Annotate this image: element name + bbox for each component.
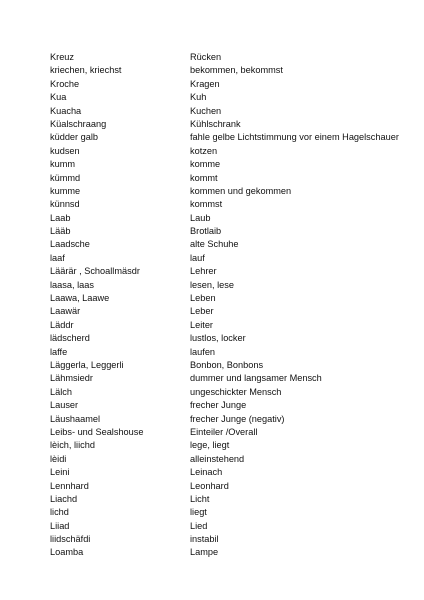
standard-translation: alleinstehend — [190, 453, 245, 464]
dialect-term: Loamba — [50, 547, 84, 558]
dialect-term: Kua — [50, 92, 67, 103]
dialect-term: Lennhard — [50, 480, 89, 491]
dialect-term: künnsd — [50, 199, 80, 210]
standard-translation: Rücken — [190, 52, 222, 62]
standard-translation: instabil — [190, 534, 219, 545]
standard-translation: laufen — [190, 346, 216, 357]
standard-translation: dummer und langsamer Mensch — [190, 373, 322, 384]
standard-translation: liegt — [190, 507, 207, 518]
dialect-term: lädscherd — [50, 333, 90, 344]
dialect-term: kümmd — [50, 172, 81, 183]
glossary-row — [50, 105, 410, 118]
glossary-row — [50, 118, 410, 131]
standard-translation: Lied — [190, 520, 208, 531]
glossary-row — [50, 158, 410, 171]
dialect-term: kudsen — [50, 145, 80, 156]
dialect-term: lichd — [50, 507, 69, 518]
dialect-term: Liachd — [50, 493, 78, 504]
standard-translation: kommt — [190, 172, 218, 183]
glossary-row — [50, 413, 410, 426]
glossary-row — [50, 546, 410, 559]
dialect-term: kumme — [50, 185, 81, 196]
dialect-term: Küalschraang — [50, 118, 107, 129]
glossary-row — [50, 332, 410, 345]
dialect-term: Läddr — [50, 319, 74, 330]
dialect-term: Lälch — [50, 386, 72, 397]
glossary-row — [50, 64, 410, 77]
glossary-row — [50, 399, 410, 412]
standard-translation: Lehrer — [190, 266, 217, 277]
dialect-term: laaf — [50, 252, 65, 263]
standard-translation: fahle gelbe Lichtstimmung vor einem Hagelschauer — [190, 132, 399, 143]
glossary-row — [50, 346, 410, 359]
standard-translation: Leiter — [190, 319, 213, 330]
dialect-term: Laawär — [50, 306, 81, 317]
dialect-term: Leini — [50, 467, 70, 478]
dialect-term: kumm — [50, 159, 76, 170]
standard-translation: Kragen — [190, 78, 220, 89]
standard-translation: Kuchen — [190, 105, 222, 116]
dialect-term: Laadsche — [50, 239, 90, 250]
glossary-row — [50, 131, 410, 144]
glossary-row — [50, 279, 410, 292]
glossary-row — [50, 319, 410, 332]
glossary-row — [50, 198, 410, 211]
glossary-row — [50, 439, 410, 452]
dialect-term: Läggerla, Leggerli — [50, 359, 124, 370]
standard-translation: Licht — [190, 493, 210, 504]
glossary-row — [50, 265, 410, 278]
glossary-row — [50, 252, 410, 265]
dialect-term: Liiad — [50, 520, 70, 531]
glossary-row — [50, 172, 410, 185]
dialect-term: Lääb — [50, 226, 71, 237]
glossary-row — [50, 520, 410, 533]
standard-translation: Leben — [190, 293, 216, 304]
dialect-term: laffe — [50, 346, 68, 357]
glossary-row — [50, 506, 410, 519]
standard-translation: Einteiler /Overall — [190, 426, 258, 437]
glossary-row — [50, 292, 410, 305]
glossary-row — [50, 466, 410, 479]
glossary-row — [50, 212, 410, 225]
glossary-row — [50, 91, 410, 104]
dialect-term: Laawa, Laawe — [50, 293, 110, 304]
glossary-row — [50, 386, 410, 399]
standard-translation: lesen, lese — [190, 279, 234, 290]
standard-translation: Bonbon, Bonbons — [190, 359, 264, 370]
glossary-row — [50, 426, 410, 439]
standard-translation: alte Schuhe — [190, 239, 239, 250]
standard-translation: ungeschickter Mensch — [190, 386, 282, 397]
standard-translation: kotzen — [190, 145, 218, 156]
dialect-term: Kreuz — [50, 52, 75, 62]
dialect-term: küdder galb — [50, 132, 99, 143]
glossary-list — [50, 51, 410, 560]
dialect-term: liidschäfdi — [50, 534, 91, 545]
dialect-term: lèich, liichd — [50, 440, 95, 451]
standard-translation: lustlos, locker — [190, 333, 246, 344]
dialect-term: lèidi — [50, 453, 67, 464]
glossary-row — [50, 480, 410, 493]
standard-translation: Kühlschrank — [190, 118, 241, 129]
glossary-row — [50, 225, 410, 238]
glossary-row — [50, 145, 410, 158]
standard-translation: bekommen, bekommst — [190, 65, 283, 76]
standard-translation: kommen und gekommen — [190, 185, 292, 196]
glossary-row — [50, 372, 410, 385]
standard-translation: Kuh — [190, 92, 207, 103]
glossary-row — [50, 533, 410, 546]
standard-translation: Leonhard — [190, 480, 229, 491]
glossary-row — [50, 185, 410, 198]
dialect-term: laasa, laas — [50, 279, 94, 290]
standard-translation: Lampe — [190, 547, 219, 558]
dialect-term: Kuacha — [50, 105, 82, 116]
glossary-row — [50, 493, 410, 506]
glossary-row — [50, 51, 410, 64]
dialect-term: Lähmsiedr — [50, 373, 93, 384]
glossary-row — [50, 305, 410, 318]
dialect-term: Leibs- und Sealshouse — [50, 426, 144, 437]
standard-translation: komme — [190, 159, 221, 170]
standard-translation: kommst — [190, 199, 223, 210]
glossary-row — [50, 238, 410, 251]
dialect-term: Kroche — [50, 78, 80, 89]
standard-translation: lauf — [190, 252, 205, 263]
standard-translation: lege, liegt — [190, 440, 230, 451]
dialect-term: Läärär , Schoallmäsdr — [50, 266, 140, 277]
standard-translation: frecher Junge (negativ) — [190, 413, 285, 424]
glossary-row — [50, 78, 410, 91]
standard-translation: Leinach — [190, 467, 223, 478]
glossary-row — [50, 453, 410, 466]
glossary-row — [50, 359, 410, 372]
standard-translation: frecher Junge — [190, 400, 247, 411]
standard-translation: Laub — [190, 212, 211, 223]
dialect-term: Lauser — [50, 400, 79, 411]
dialect-term: kriechen, kriechst — [50, 65, 122, 76]
dialect-term: Laab — [50, 212, 71, 223]
standard-translation: Leber — [190, 306, 214, 317]
dialect-term: Läushaamel — [50, 413, 101, 424]
standard-translation: Brotlaib — [190, 226, 222, 237]
